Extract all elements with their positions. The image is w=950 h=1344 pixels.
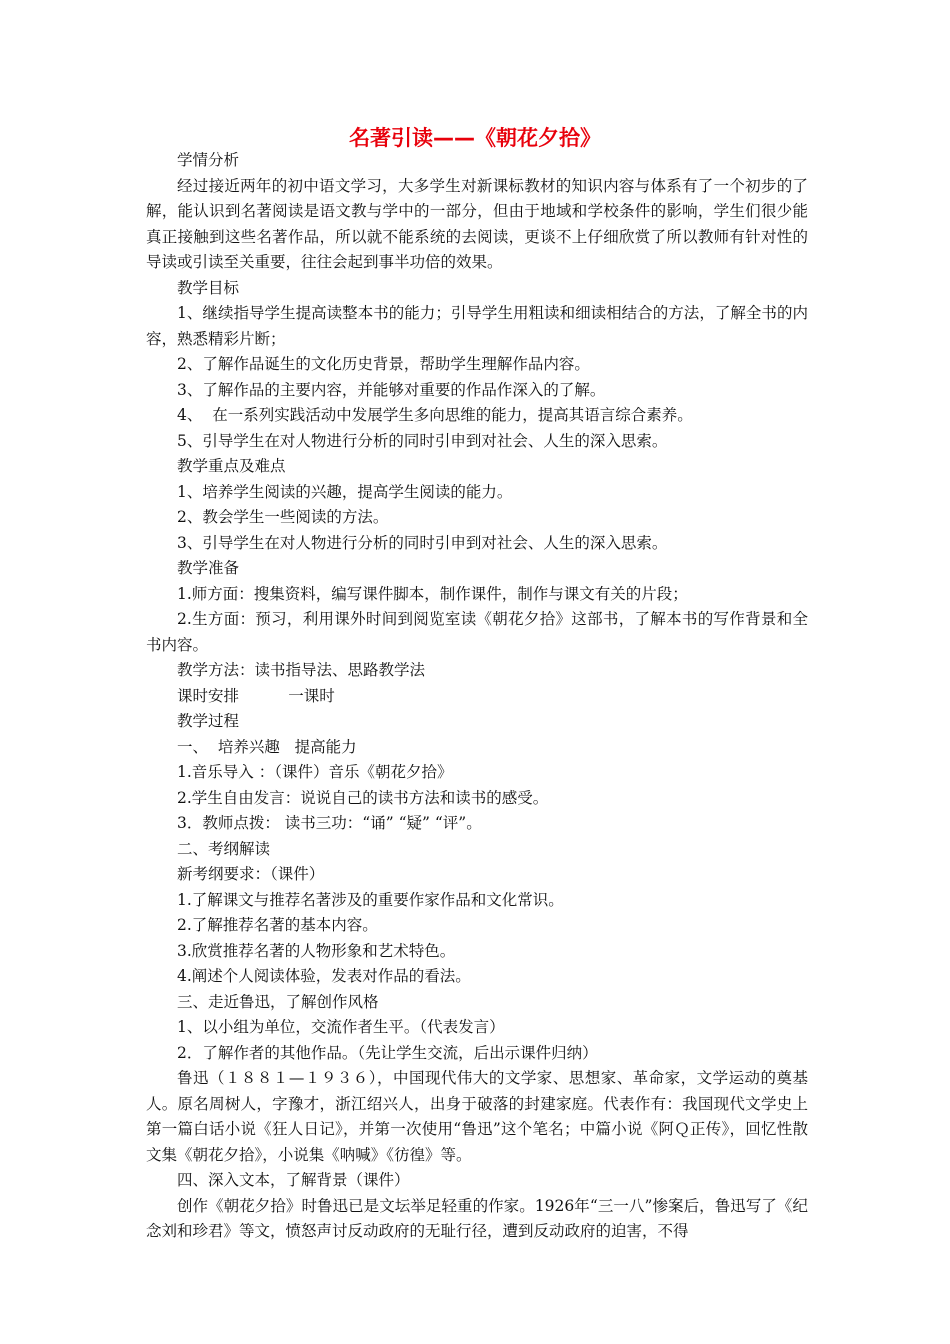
paragraph: 4.阐述个人阅读体验，发表对作品的看法。 bbox=[177, 967, 471, 985]
paragraph: 教学过程 bbox=[177, 712, 240, 730]
paragraph: 教学重点及难点 bbox=[177, 457, 286, 475]
paragraph: 教学目标 bbox=[177, 278, 240, 297]
paragraph: 三、走近鲁迅，了解创作风格 bbox=[177, 992, 379, 1011]
paragraph: 1、培养学生阅读的兴趣，提高学生阅读的能力。 bbox=[177, 482, 513, 501]
paragraph: 2、了解作品诞生的文化历史背景，帮助学生理解作品内容。 bbox=[177, 355, 590, 373]
paragraph: 3.欣赏推荐名著的人物形象和艺术特色。 bbox=[177, 941, 456, 960]
paragraph: 5、引导学生在对人物进行分析的同时引申到对社会、人生的深入思索。 bbox=[177, 431, 668, 450]
paragraph: 4、 在一系列实践活动中发展学生多向思维的能力，提高其语言综合素养。 bbox=[177, 406, 693, 424]
paragraph: 1.师方面：搜集资料，编写课件脚本，制作课件，制作与课文有关的片段； bbox=[177, 584, 688, 603]
paragraph: 2.学生自由发言：说说自己的读书方法和读书的感受。 bbox=[177, 788, 549, 807]
paragraph: 课时安排 一课时 bbox=[177, 686, 335, 705]
paragraph: 鲁迅（１８８１—１９３６），中国现代伟大的文学家、思想家、革命家，文学运动的奠基人。原名周树人，字豫才，浙江绍兴人，出身于破落的封建家庭。代表作有：我国现代文学史上第一篇白话小说《狂人日记》，并第一次使用“鲁迅”这个笔名；中篇小说《阿Ｑ正传》，回忆性散文集《朝花夕拾》，小说集《呐喊》《彷徨》等。 bbox=[146, 1069, 808, 1164]
paragraph: 1.音乐导入 ：（课件）音乐《朝花夕拾》 bbox=[177, 763, 453, 781]
paragraph: 创作《朝花夕拾》时鲁迅已是文坛举足轻重的作家。1926年“三一八”惨案后，鲁迅写了《纪念刘和珍君》等文，愤怒声讨反动政府的无耻行径，遭到反动政府的迫害，不得 bbox=[146, 1196, 808, 1240]
paragraph: 教学方法：读书指导法、思路教学法 bbox=[177, 661, 426, 679]
paragraph: 3、引导学生在对人物进行分析的同时引申到对社会、人生的深入思索。 bbox=[177, 533, 668, 552]
paragraph: 四、深入文本，了解背景（课件） bbox=[177, 1171, 410, 1189]
document-title: 名著引读——《朝花夕拾》 bbox=[349, 126, 601, 150]
paragraph: 新考纲要求：（课件） bbox=[177, 865, 325, 883]
paragraph: 1、继续指导学生提高读整本书的能力；引导学生用粗读和细读相结合的方法，了解全书的内容，熟悉精彩片断； bbox=[146, 304, 808, 348]
paragraph: 一、 培养兴趣 提高能力 bbox=[177, 737, 357, 756]
paragraph: 2.生方面：预习，利用课外时间到阅览室读《朝花夕拾》这部书，了解本书的写作背景和全书内容。 bbox=[146, 610, 808, 654]
paragraph: 2．了解作者的其他作品。（先让学生交流，后出示课件归纳） bbox=[177, 1043, 598, 1062]
paragraph: 1.了解课文与推荐名著涉及的重要作家作品和文化常识。 bbox=[177, 890, 564, 909]
paragraph: 1、以小组为单位，交流作者生平。（代表发言） bbox=[177, 1018, 505, 1036]
paragraph: 3．教师点拨： 读书三功：“诵” “疑” “评”。 bbox=[177, 814, 482, 832]
document-body bbox=[146, 148, 808, 1245]
paragraph: 2、教会学生一些阅读的方法。 bbox=[177, 508, 389, 526]
paragraph: 2.了解推荐名著的基本内容。 bbox=[177, 916, 378, 934]
paragraph: 学情分析 bbox=[177, 151, 240, 169]
paragraph: 3、了解作品的主要内容，并能够对重要的作品作深入的了解。 bbox=[177, 380, 606, 399]
paragraph: 二、考纲解读 bbox=[177, 839, 271, 858]
paragraph: 经过接近两年的初中语文学习，大多学生对新课标教材的知识内容与体系有了一个初步的了解，能认识到名著阅读是语文教与学中的一部分，但由于地域和学校条件的影响，学生们很少能真正接触到这些名著作品，所以就不能系统的去阅读，更谈不上仔细欣赏了所以教师有针对性的导读或引读至关重要，往往会起到事半功倍的效果。 bbox=[146, 176, 808, 271]
paragraph: 教学准备 bbox=[177, 559, 240, 577]
